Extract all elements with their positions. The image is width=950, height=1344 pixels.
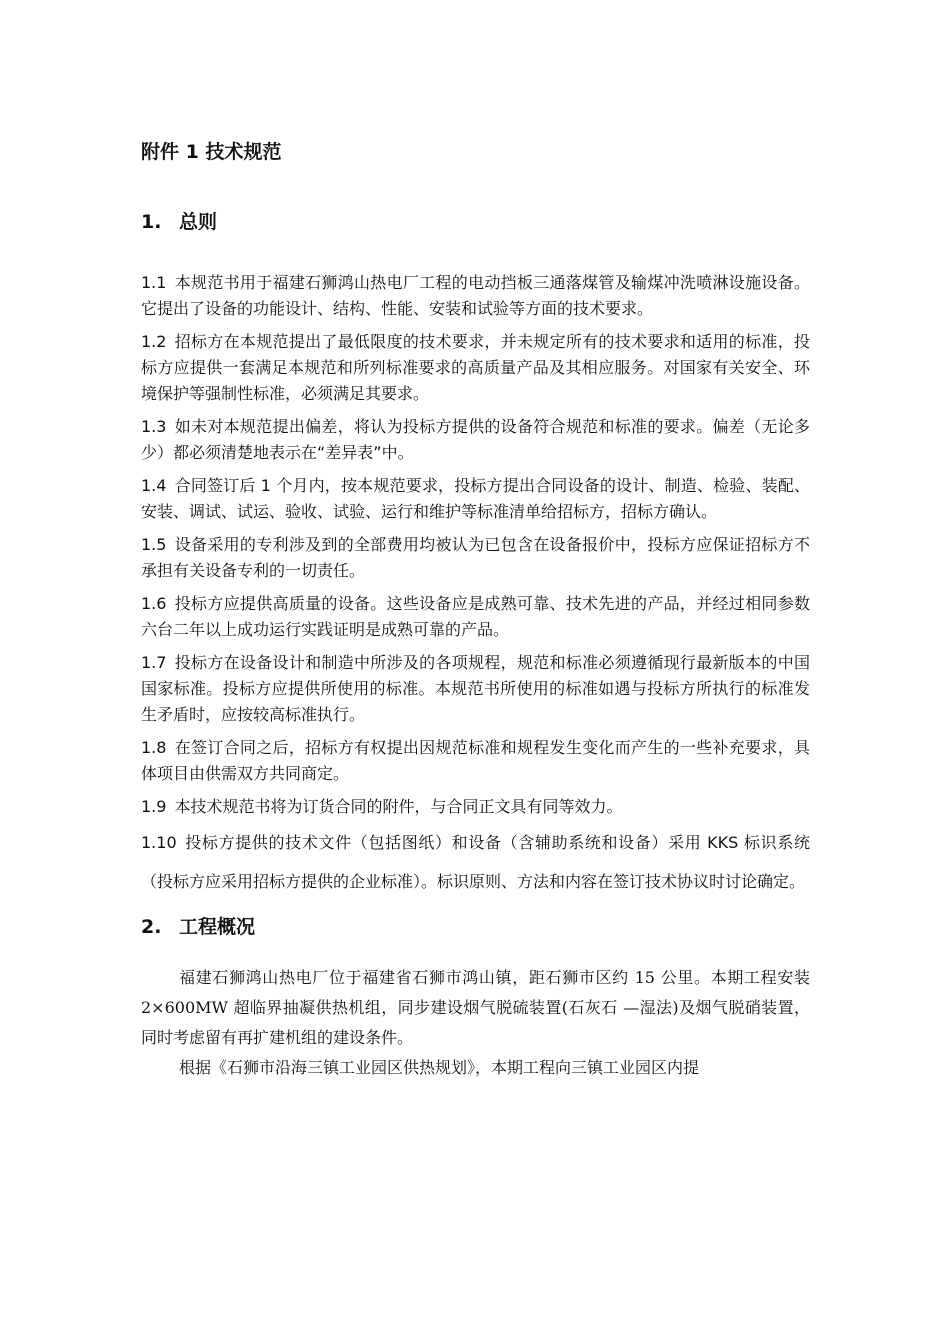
clause-1-10 — [141, 823, 810, 901]
clause-number: 1.8 — [141, 738, 167, 757]
section-2-number: 2. — [141, 916, 162, 938]
clause-text: 设备采用的专利涉及到的全部费用均被认为已包含在设备报价中，投标方应保证招标方不承担有关设备专利的一切责任。 — [141, 535, 810, 580]
clause-text: 本技术规范书将为订货合同的附件，与合同正文具有同等效力。 — [174, 797, 623, 816]
clause-number: 1.4 — [141, 476, 167, 495]
clause-1-4 — [141, 473, 810, 525]
clause-1-3 — [141, 414, 810, 466]
clause-text: 投标方应提供高质量的设备。这些设备应是成熟可靠、技术先进的产品，并经过相同参数六台二年以上成功运行实践证明是成熟可靠的产品。 — [141, 594, 810, 639]
clause-number: 1.9 — [141, 797, 167, 816]
section-2-title: 工程概况 — [179, 916, 256, 938]
clause-1-5 — [141, 532, 810, 584]
clause-number: 1.5 — [141, 535, 167, 554]
clause-number: 1.1 — [141, 273, 167, 292]
clause-text: 如未对本规范提出偏差，将认为投标方提供的设备符合规范和标准的要求。偏差（无论多少）都必须清楚地表示在“差异表”中。 — [141, 417, 810, 462]
clause-1-8 — [141, 735, 810, 787]
clause-1-9 — [141, 794, 810, 820]
section-1-title: 总则 — [179, 211, 218, 233]
clause-1-2 — [141, 329, 810, 407]
project-overview-paragraph-2: 根据《石狮市沿海三镇工业园区供热规划》，本期工程向三镇工业园区内提 — [179, 1058, 700, 1077]
project-overview-paragraph-1: 福建石狮鸿山热电厂位于福建省石狮市鸿山镇，距石狮市区约 15 公里。本期工程安装 2×600MW 超临界抽凝供热机组，同步建设烟气脱硫装置(石灰石 —湿法)及烟气脱硝装置，同时考虑留有再扩建机组的建设条件。 — [141, 968, 810, 1047]
clause-text: 在签订合同之后，招标方有权提出因规范标准和规程发生变化而产生的一些补充要求，具体项目由供需双方共同商定。 — [141, 738, 810, 783]
section-1-number: 1. — [141, 211, 162, 233]
section-1-heading — [141, 208, 810, 236]
clause-text: 投标方提供的技术文件（包括图纸）和设备（含辅助系统和设备）采用 KKS 标识系统（投标方应采用招标方提供的企业标准）。标识原则、方法和内容在签订技术协议时讨论确定。 — [141, 833, 810, 891]
clause-text: 招标方在本规范提出了最低限度的技术要求，并未规定所有的技术要求和适用的标准，投标方应提供一套满足本规范和所列标准要求的高质量产品及其相应服务。对国家有关安全、环境保护等强制性标准，必须满足其要求。 — [141, 332, 810, 403]
clause-text: 合同签订后 1 个月内，按本规范要求，投标方提出合同设备的设计、制造、检验、装配、安装、调试、试运、验收、试验、运行和维护等标准清单给招标方，招标方确认。 — [141, 476, 810, 521]
clause-1-6 — [141, 591, 810, 643]
clause-1-1 — [141, 270, 810, 322]
clause-number: 1.10 — [141, 833, 177, 852]
clause-number: 1.2 — [141, 332, 167, 351]
clause-text: 投标方在设备设计和制造中所涉及的各项规程，规范和标准必须遵循现行最新版本的中国国家标准。投标方应提供所使用的标准。本规范书所使用的标准如遇与投标方所执行的标准发生矛盾时，应按较高标准执行。 — [141, 653, 810, 724]
clause-number: 1.7 — [141, 653, 167, 672]
clause-number: 1.3 — [141, 417, 167, 436]
clause-1-7 — [141, 650, 810, 728]
document-title: 附件 1 技术规范 — [141, 141, 282, 163]
clause-number: 1.6 — [141, 594, 167, 613]
clause-text: 本规范书用于福建石狮鸿山热电厂工程的电动挡板三通落煤管及输煤冲洗喷淋设施设备。它提出了设备的功能设计、结构、性能、安装和试验等方面的技术要求。 — [141, 273, 810, 318]
section-2-heading — [141, 913, 810, 941]
